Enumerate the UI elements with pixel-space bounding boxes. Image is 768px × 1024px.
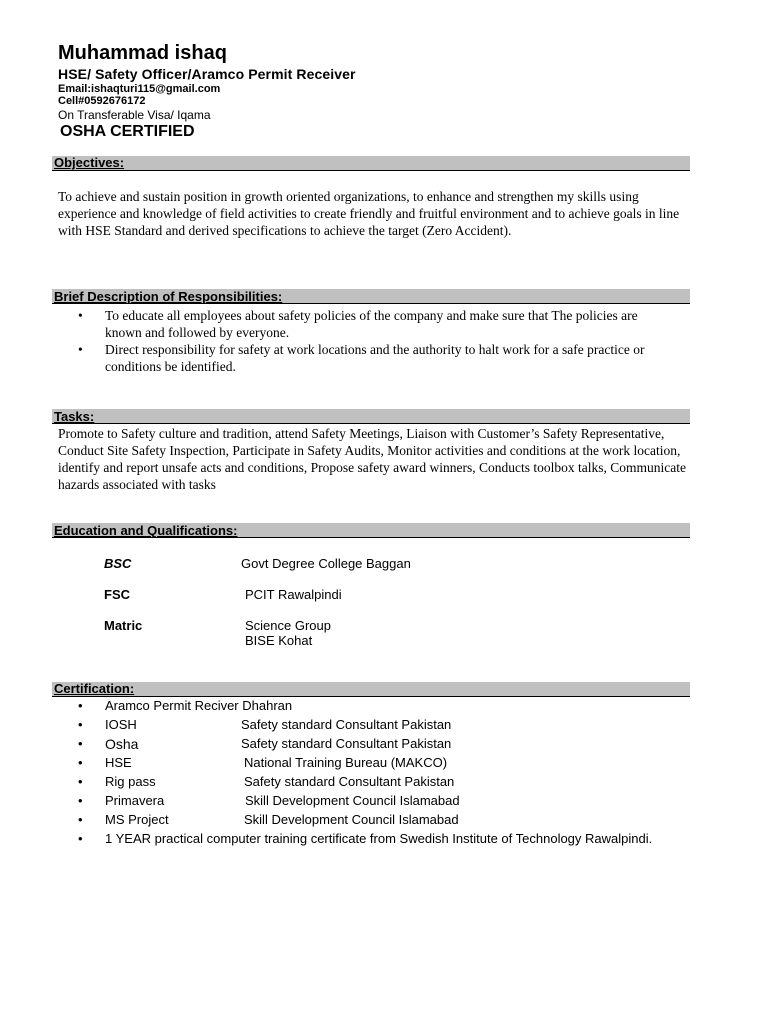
certification-rule [52,696,690,697]
certification-detail: Safety standard Consultant Pakistan [241,717,452,732]
certification-name: Rig pass [105,774,156,789]
candidate-title: HSE/ Safety Officer/Aramco Permit Receiver [58,66,356,82]
bullet-icon: • [78,755,83,770]
bullet-icon: • [78,812,83,827]
education-institution: Science Group [245,618,331,633]
education-degree: BSC [104,556,132,571]
certification-detail: Safety standard Consultant Pakistan [244,774,455,789]
education-institution: Govt Degree College Baggan [241,556,411,571]
certification-heading: Certification: [54,681,135,696]
certification-detail: National Training Bureau (MAKCO) [244,755,448,770]
education-heading: Education and Qualifications: [54,523,238,538]
email-line: Email:ishaqturi115@gmail.com [58,83,221,95]
certification-name: Aramco Permit Reciver Dhahran [105,698,293,713]
objectives-bar [52,156,690,170]
education-degree: FSC [104,587,130,602]
list-item [78,341,658,375]
bullet-icon: • [78,308,83,323]
education-institution-line2: BISE Kohat [245,633,313,648]
education-degree: Matric [104,618,143,633]
certification-name: HSE [105,755,132,770]
responsibility-text: To educate all employees about safety policies of the company and make sure that The policies are known and followed by everyone. [105,308,638,340]
responsibilities-list [78,307,658,375]
objectives-rule [52,170,690,171]
tasks-bar [52,409,690,423]
responsibility-text: Direct responsibility for safety at work locations and the authority to halt work for a safe practice or conditions be identified. [105,342,645,374]
bullet-icon: • [78,831,83,846]
bullet-icon: • [78,698,83,713]
certification-name: Primavera [105,793,165,808]
objectives-text: To achieve and sustain position in growth oriented organizations, to enhance and strengthen my skills using experience and knowledge of field activities to create friendly and fruitful environment and to achieve goals in line with HSE Standard and derived specifications to achieve the target (Zero Accident). [58,189,680,238]
objectives-heading: Objectives: [54,155,125,170]
list-item [78,307,658,341]
tasks-heading: Tasks: [54,409,95,424]
bullet-icon: • [78,793,83,808]
tasks-text: Promote to Safety culture and tradition, attend Safety Meetings, Liaison with Customer’s Safety Representative, Conduct Site Safety Inspection, Participate in Safety Audits, Monitor activities and conditions at the work location, identify and report unsafe acts and conditions, Propose safety award winners, Conducts toolbox talks, Communicate hazards associated with tasks [58,426,686,492]
certification-name: IOSH [105,717,137,732]
certification-bar [52,682,690,696]
bullet-icon: • [78,774,83,789]
certification-detail: Skill Development Council Islamabad [244,812,459,827]
certification-name: Osha [105,736,139,752]
certified-line: OSHA CERTIFIED [60,123,195,140]
tasks-rule [52,423,690,424]
bullet-icon: • [78,736,83,751]
certification-name: 1 YEAR practical computer training certificate from Swedish Institute of Technology Rawalpindi. [105,831,653,846]
bullet-icon: • [78,342,83,357]
candidate-name: Muhammad ishaq [58,42,227,64]
education-institution: PCIT Rawalpindi [245,587,342,602]
bullet-icon: • [78,717,83,732]
certification-detail: Skill Development Council Islamabad [245,793,460,808]
certification-name: MS Project [105,812,169,827]
certification-detail: Safety standard Consultant Pakistan [241,736,452,751]
cell-line: Cell#0592676172 [58,95,146,107]
responsibilities-heading: Brief Description of Responsibilities: [54,289,283,304]
visa-line: On Transferable Visa/ Iqama [58,108,211,122]
